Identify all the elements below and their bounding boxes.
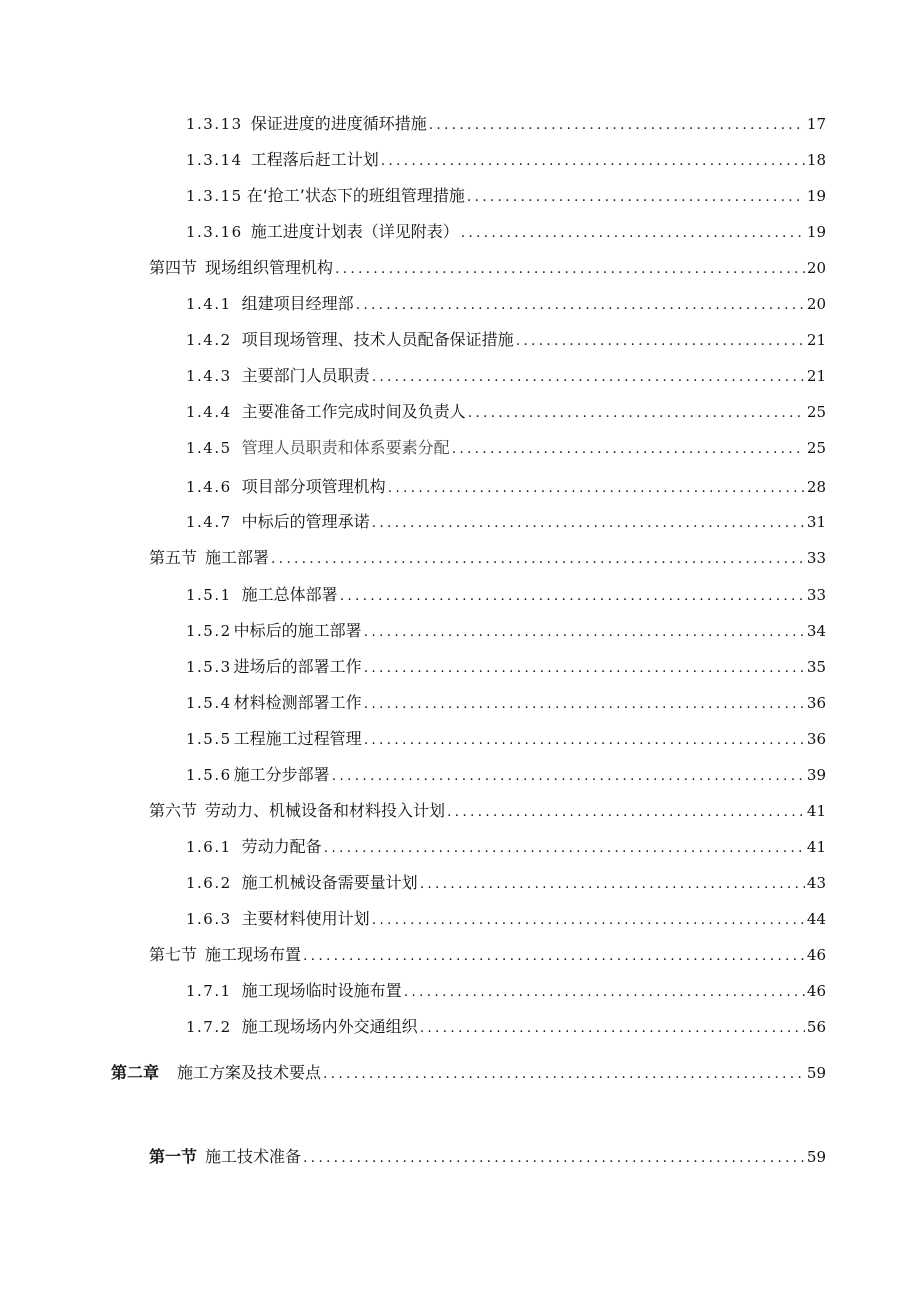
toc-entry-number: 1.3.16 (186, 223, 243, 241)
dot-leader (364, 727, 805, 753)
toc-entry[interactable] (186, 219, 826, 245)
toc-entry[interactable] (186, 906, 826, 932)
toc-entry-title: 项目部分项管理机构 (241, 477, 386, 496)
toc-entry-page: 20 (806, 295, 826, 313)
toc-entry-page: 33 (806, 549, 826, 567)
toc-entry-title: 进场后的部署工作 (233, 657, 362, 676)
toc-entry-page: 21 (806, 331, 826, 349)
toc-entry[interactable] (186, 327, 826, 353)
toc-entry-title: 主要部门人员职责 (241, 366, 370, 385)
toc-entry[interactable] (186, 654, 826, 680)
toc-entry-number: 1.6.1 (186, 838, 232, 856)
dot-leader (468, 400, 805, 426)
toc-entry-title: 施工机械设备需要量计划 (241, 873, 418, 892)
toc-entry-number: 1.4.5 (186, 439, 232, 457)
toc-entry-page: 59 (806, 1064, 826, 1082)
toc-section-entry[interactable] (149, 255, 826, 281)
toc-entry-title: 施工分步部署 (233, 765, 330, 784)
dot-leader (372, 510, 805, 536)
toc-entry-title: 主要材料使用计划 (241, 909, 370, 928)
toc-entry-page: 35 (806, 658, 826, 676)
toc-entry-number: 1.5.3 (186, 658, 232, 676)
toc-entry[interactable] (186, 183, 826, 209)
toc-section-entry[interactable] (149, 798, 826, 824)
dot-leader (381, 148, 805, 174)
toc-entry-page: 31 (806, 513, 826, 531)
toc-section-entry[interactable] (149, 545, 826, 571)
dot-leader (467, 184, 805, 210)
toc-entry[interactable] (186, 111, 826, 137)
toc-entry-title: 施工部署 (205, 548, 270, 567)
toc-entry-page: 28 (806, 478, 826, 496)
toc-entry-number: 第四节 (149, 258, 198, 277)
toc-entry-title: 主要准备工作完成时间及负责人 (241, 402, 466, 421)
toc-entry-number: 1.3.14 (186, 151, 243, 169)
toc-entry[interactable] (186, 834, 826, 860)
toc-entry-number: 1.5.5 (186, 730, 232, 748)
dot-leader (271, 546, 805, 572)
toc-entry[interactable] (186, 147, 826, 173)
dot-leader (420, 1015, 805, 1041)
toc-entry-number: 1.4.3 (186, 367, 232, 385)
toc-entry[interactable] (186, 509, 826, 535)
toc-entry-title: 施工现场布置 (205, 945, 302, 964)
toc-entry-number: 1.5.4 (186, 694, 232, 712)
toc-entry-number: 1.7.1 (186, 982, 232, 1000)
toc-entry[interactable] (186, 399, 826, 425)
toc-entry-page: 39 (806, 766, 826, 784)
toc-entry-title: 施工现场场内外交通组织 (241, 1017, 418, 1036)
toc-entry-page: 19 (806, 187, 826, 205)
toc-entry-page: 25 (806, 439, 826, 457)
toc-entry-title: 施工现场临时设施布置 (241, 981, 402, 1000)
dot-leader (404, 979, 805, 1005)
toc-entry[interactable] (186, 363, 826, 389)
toc-entry-page: 25 (806, 403, 826, 421)
toc-entry[interactable] (186, 618, 826, 644)
toc-section-entry[interactable] (149, 942, 826, 968)
toc-entry-page: 34 (806, 622, 826, 640)
toc-entry-page: 21 (806, 367, 826, 385)
dot-leader (461, 220, 805, 246)
toc-entry-title: 在‘抢工’状态下的班组管理措施 (246, 186, 465, 205)
dot-leader (323, 1061, 805, 1087)
toc-entry-title: 施工方案及技术要点 (177, 1063, 322, 1082)
toc-entry-number: 第七节 (149, 945, 198, 964)
dot-leader (332, 763, 805, 789)
toc-entry-title: 管理人员职责和体系要素分配 (241, 438, 450, 457)
toc-entry-number: 1.4.6 (186, 478, 232, 496)
dot-leader (303, 1145, 805, 1171)
toc-entry-number: 1.6.3 (186, 910, 232, 928)
dot-leader (447, 799, 805, 825)
dot-leader (364, 655, 805, 681)
dot-leader (335, 256, 805, 282)
toc-entry-page: 18 (806, 151, 826, 169)
toc-entry-number: 1.5.2 (186, 622, 232, 640)
toc-entry[interactable] (186, 582, 826, 608)
toc-entry-title: 施工总体部署 (241, 585, 338, 604)
toc-entry-page: 44 (806, 910, 826, 928)
toc-entry-page: 20 (806, 259, 826, 277)
toc-entry-title: 施工进度计划表（详见附表） (250, 222, 459, 241)
toc-entry-number: 1.3.13 (186, 115, 243, 133)
toc-entry-number: 1.7.2 (186, 1018, 232, 1036)
dot-leader (388, 475, 805, 501)
dot-leader (340, 583, 805, 609)
dot-leader (420, 871, 805, 897)
toc-entry-title: 工程落后赶工计划 (250, 150, 379, 169)
toc-entry-page: 41 (806, 838, 826, 856)
toc-entry-title: 劳动力配备 (241, 837, 322, 856)
toc-entry-number: 第二章 (111, 1063, 160, 1082)
toc-entry-number: 1.4.1 (186, 295, 232, 313)
toc-entry-title: 劳动力、机械设备和材料投入计划 (205, 801, 446, 820)
toc-entry-title: 施工技术准备 (205, 1147, 302, 1166)
dot-leader (516, 328, 805, 354)
toc-entry[interactable] (186, 726, 826, 752)
toc-entry-number: 1.3.15 (186, 187, 243, 205)
toc-entry[interactable] (186, 690, 826, 716)
toc-entry-page: 46 (806, 982, 826, 1000)
dot-leader (364, 691, 805, 717)
toc-entry[interactable] (186, 474, 826, 500)
toc-entry-page: 56 (806, 1018, 826, 1036)
toc-entry-title: 现场组织管理机构 (205, 258, 334, 277)
dot-leader (324, 835, 805, 861)
toc-entry-page: 17 (806, 115, 826, 133)
toc-entry[interactable] (186, 291, 826, 317)
toc-entry-page: 36 (806, 730, 826, 748)
toc-entry-number: 1.4.2 (186, 331, 232, 349)
toc-entry-number: 第一节 (149, 1147, 198, 1166)
toc-entry-title: 中标后的管理承诺 (241, 512, 370, 531)
toc-entry-title: 组建项目经理部 (241, 294, 354, 313)
toc-entry-title: 项目现场管理、技术人员配备保证措施 (241, 330, 514, 349)
toc-entry-number: 第五节 (149, 548, 198, 567)
toc-entry[interactable] (186, 870, 826, 896)
toc-entry-page: 43 (806, 874, 826, 892)
toc-entry-title: 保证进度的进度循环措施 (250, 114, 427, 133)
toc-entry[interactable] (186, 978, 826, 1004)
dot-leader (452, 436, 805, 462)
toc-entry-number: 1.6.2 (186, 874, 232, 892)
toc-entry-number: 1.5.6 (186, 766, 232, 784)
toc-entry-page: 59 (806, 1148, 826, 1166)
toc-entry-title: 工程施工过程管理 (233, 729, 362, 748)
dot-leader (356, 292, 805, 318)
toc-entry[interactable] (186, 1014, 826, 1040)
toc-section-entry[interactable] (149, 1144, 826, 1170)
toc-entry-title: 中标后的施工部署 (233, 621, 362, 640)
toc-entry[interactable] (186, 762, 826, 788)
toc-entry[interactable] (186, 435, 826, 461)
toc-entry-number: 1.5.1 (186, 586, 232, 604)
toc-entry-number: 1.4.7 (186, 513, 232, 531)
dot-leader (429, 112, 805, 138)
dot-leader (372, 364, 805, 390)
toc-entry-page: 33 (806, 586, 826, 604)
toc-entry-number: 第六节 (149, 801, 198, 820)
dot-leader (364, 619, 805, 645)
toc-entry-page: 36 (806, 694, 826, 712)
toc-entry-page: 19 (806, 223, 826, 241)
dot-leader (303, 943, 805, 969)
dot-leader (372, 907, 805, 933)
toc-chapter-entry[interactable] (111, 1060, 826, 1086)
toc-entry-page: 41 (806, 802, 826, 820)
toc-entry-number: 1.4.4 (186, 403, 232, 421)
toc-entry-page: 46 (806, 946, 826, 964)
toc-entry-title: 材料检测部署工作 (233, 693, 362, 712)
